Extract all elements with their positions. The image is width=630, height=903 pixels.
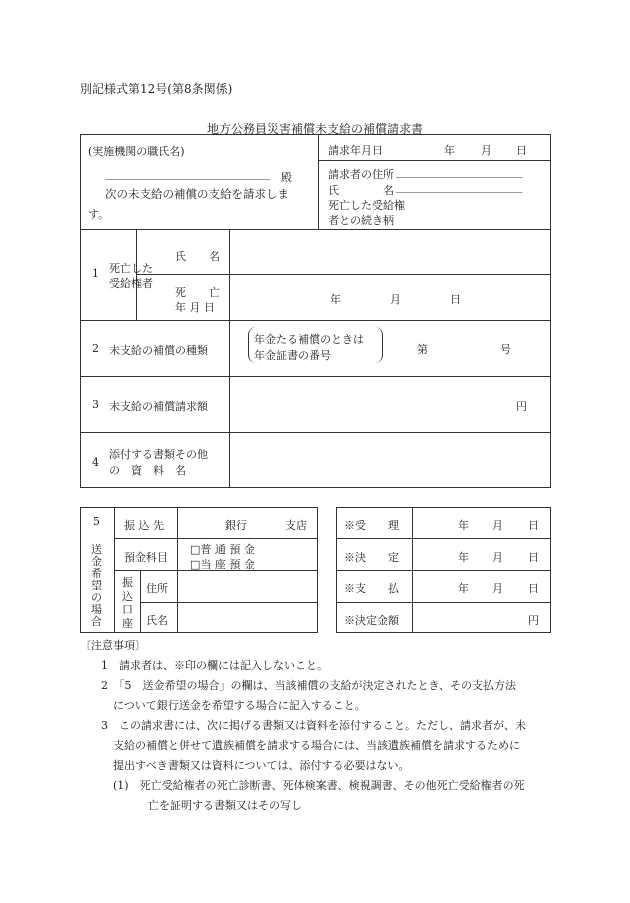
agency-name-line[interactable]: ______________________________ — [105, 167, 270, 180]
row3-label: 未支給の補償請求額 — [109, 400, 208, 413]
death-label-1: 死 — [175, 286, 186, 299]
certificate-go: 号 — [500, 343, 511, 356]
death-label-2: 亡 — [209, 286, 220, 299]
payment-label: ※支 払 — [344, 582, 399, 595]
form-number: 別記様式第12号(第8条関係) — [80, 82, 233, 96]
account-address-label: 住所 — [146, 582, 168, 595]
death-month: 月 — [390, 293, 401, 306]
death-day: 日 — [450, 293, 461, 306]
date-month: 月 — [481, 144, 492, 157]
claimant-name-line[interactable]: _______________________ — [396, 180, 523, 193]
payment-day: 日 — [528, 582, 539, 595]
receipt-year: 年 — [458, 519, 469, 532]
row1-label-1: 死亡した — [109, 262, 153, 275]
row2-number: 2 — [92, 342, 99, 355]
date-day: 日 — [516, 144, 527, 157]
payment-year: 年 — [458, 582, 469, 595]
pension-text-2: 年金証書の番号 — [254, 349, 331, 362]
request-date-label: 請求年月日 — [328, 144, 383, 157]
agency-label: (実施機関の職氏名) — [88, 145, 185, 158]
receipt-label: ※受 理 — [344, 519, 399, 532]
row4-label-2: の 資 料 名 — [109, 464, 186, 477]
note-2-line-1: 2 「5 送金希望の場合」の欄は、当該補償の支給が決定されたとき、その支払方法 — [101, 679, 517, 692]
transfer-to-label: 振 込 先 — [124, 519, 164, 532]
payment-month: 月 — [492, 582, 503, 595]
claimant-name-label-2: 名 — [383, 184, 394, 197]
branch-label: 支店 — [285, 519, 307, 532]
row4-label-1: 添付する書類その他 — [109, 448, 208, 461]
decision-label: ※決 定 — [344, 551, 399, 564]
death-year: 年 — [330, 293, 341, 306]
ordinary-deposit-checkbox[interactable]: □普 通 預 金 — [190, 543, 255, 556]
note-3-1-line-2: 亡を証明する書類又はその写し — [148, 799, 302, 812]
remittance-vertical-label: 送 金 希 望 の 場 合 — [91, 543, 102, 628]
note-3-line-1: 3 この請求書には、次に掲げる書類又は資料を添付すること。ただし、請求者が、未 — [101, 719, 526, 732]
honorific: 殿 — [281, 171, 292, 184]
note-3-1-line-1: (1) 死亡受給権者の死亡診断書、死体検案書、検視調書、その他死亡受給権者の死 — [113, 779, 525, 792]
request-text-1: 次の未支給の補償の支給を請求しま — [105, 187, 289, 201]
date-year: 年 — [444, 144, 455, 157]
request-text-2: す。 — [88, 208, 110, 221]
page-title: 地方公務員災害補償未支給の補償請求書 — [207, 122, 424, 136]
note-1: 1 請求者は、※印の欄には記入しないこと。 — [101, 659, 328, 672]
account-name-label: 氏名 — [146, 614, 168, 627]
row3-number: 3 — [92, 398, 99, 411]
amount-yen: 円 — [516, 400, 527, 413]
row2-label: 未支給の補償の種類 — [109, 344, 208, 357]
claimant-name-label-1: 氏 — [328, 184, 339, 197]
death-label-3: 年 月 日 — [175, 301, 215, 314]
relation-label-2: 者との続き柄 — [328, 214, 394, 227]
decision-day: 日 — [528, 551, 539, 564]
address-line[interactable]: _______________________ — [396, 165, 523, 178]
pension-text-1: 年金たる補償のときは — [254, 333, 364, 346]
account-vertical-label: 振 込 口 座 — [122, 576, 133, 630]
relation-label-1: 死亡した受給権 — [328, 199, 405, 212]
receipt-day: 日 — [528, 519, 539, 532]
notes-heading: 〔注意事項〕 — [80, 639, 146, 652]
note-3-line-3: 提出すべき書類又は資料については、添付する必要はない。 — [113, 759, 410, 772]
certificate-dai: 第 — [417, 343, 428, 356]
deceased-name-label-2: 名 — [209, 250, 220, 263]
bank-number: 5 — [93, 515, 100, 528]
row4-number: 4 — [92, 456, 99, 469]
row1-number: 1 — [92, 267, 99, 280]
address-label: 請求者の住所 — [328, 168, 394, 181]
receipt-month: 月 — [492, 519, 503, 532]
decided-amount-label: ※決定金額 — [344, 614, 399, 627]
account-type-label: 預金科目 — [124, 551, 168, 564]
note-3-line-2: 支給の補償と併せて遺族補償を請求する場合には、当該遺族補償を請求するために — [113, 739, 520, 752]
decision-month: 月 — [492, 551, 503, 564]
current-deposit-checkbox[interactable]: □当 座 預 金 — [190, 558, 255, 571]
decision-year: 年 — [458, 551, 469, 564]
bank-label: 銀行 — [225, 519, 247, 532]
note-2-line-2: について銀行送金を希望する場合に記入すること。 — [113, 699, 366, 712]
row1-label-2: 受給権者 — [109, 277, 153, 290]
deceased-name-label-1: 氏 — [175, 250, 186, 263]
decided-amount-yen: 円 — [528, 614, 539, 627]
